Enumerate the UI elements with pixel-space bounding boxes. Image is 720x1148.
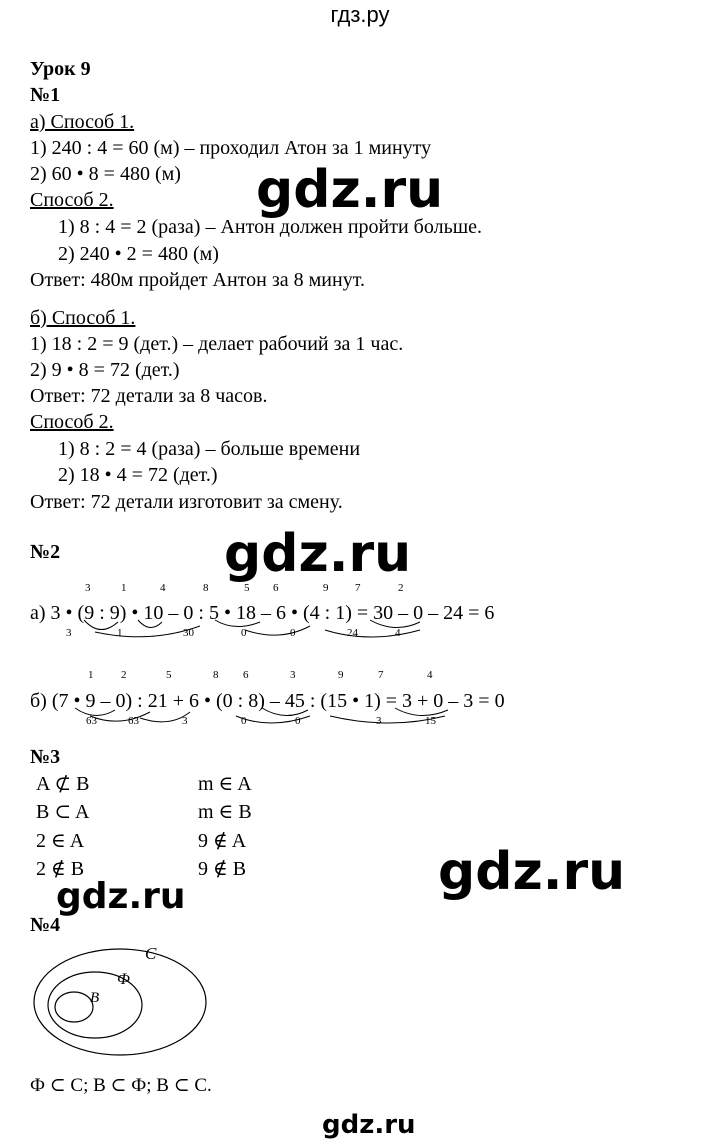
solution-line: 2) 18 • 4 = 72 (дет.) xyxy=(58,464,218,486)
intermediate-result: 0 xyxy=(290,627,296,639)
expression: б) (7 • 9 – 0) : 21 + 6 • (0 : 8) – 45 : (15 • 1) = 3 + 0 – 3 = 0 xyxy=(30,690,505,712)
calculation-arcs xyxy=(0,688,720,738)
set-label-c: C xyxy=(145,944,157,963)
method-heading: Способ 2. xyxy=(30,411,114,433)
solution-line: 2) 9 • 8 = 72 (дет.) xyxy=(30,359,180,381)
action-order: 3 xyxy=(85,582,91,594)
set-label-b: B xyxy=(90,990,100,1006)
solution-line: 1) 18 : 2 = 9 (дет.) – делает рабочий за 1 час. xyxy=(30,333,404,355)
method-heading: б) Способ 1. xyxy=(30,307,136,329)
watermark: gdz.ru xyxy=(322,1110,416,1140)
set-label-f: Ф xyxy=(117,971,130,988)
answer-line: Ответ: 480м пройдет Антон за 8 минут. xyxy=(30,269,365,291)
action-order: 6 xyxy=(243,669,249,681)
lesson-title: Урок 9 xyxy=(30,58,91,80)
action-order: 2 xyxy=(121,669,127,681)
intermediate-result: 3 xyxy=(182,715,188,727)
action-order: 2 xyxy=(398,582,404,594)
venn-diagram xyxy=(28,940,218,1060)
solution-line: 1) 8 : 4 = 2 (раза) – Антон должен пройти больше. xyxy=(58,216,482,238)
expression: а) 3 • (9 : 9) • 10 – 0 : 5 • 18 – 6 • (4 : 1) = 30 – 0 – 24 = 6 xyxy=(30,602,495,624)
outer-set-c xyxy=(34,949,206,1055)
set-relation: 2 ∉ B xyxy=(36,858,85,880)
intermediate-result: 1 xyxy=(117,627,123,639)
set-relation: 9 ∉ A xyxy=(198,830,247,852)
intermediate-result: 0 xyxy=(295,715,301,727)
action-order: 5 xyxy=(166,669,172,681)
watermark: gdz.ru xyxy=(224,524,412,584)
action-order: 9 xyxy=(323,582,329,594)
intermediate-result: 3 xyxy=(376,715,382,727)
intermediate-result: 0 xyxy=(241,715,247,727)
set-relation: A ⊄ B xyxy=(36,773,90,795)
set-relation: 2 ∈ A xyxy=(36,830,85,852)
action-order: 7 xyxy=(378,669,384,681)
action-order: 9 xyxy=(338,669,344,681)
watermark: gdz.ru xyxy=(256,160,444,220)
action-order: 4 xyxy=(427,669,433,681)
intermediate-result: 15 xyxy=(425,715,436,727)
task-number: №2 xyxy=(30,541,61,563)
answer-line: Ответ: 72 детали изготовит за смену. xyxy=(30,491,343,513)
action-order: 1 xyxy=(121,582,127,594)
intermediate-result: 0 xyxy=(241,627,247,639)
set-relation: B ⊂ A xyxy=(36,801,90,823)
action-order: 3 xyxy=(290,669,296,681)
set-relation: 9 ∉ B xyxy=(198,858,247,880)
task-number: №4 xyxy=(30,914,61,936)
intermediate-result: 63 xyxy=(128,715,139,727)
answer-line: Ответ: 72 детали за 8 часов. xyxy=(30,385,268,407)
method-heading: Способ 2. xyxy=(30,189,114,211)
action-order: 8 xyxy=(203,582,209,594)
method-heading: а) Способ 1. xyxy=(30,111,135,133)
action-order: 5 xyxy=(244,582,250,594)
solution-line: 1) 8 : 2 = 4 (раза) – больше времени xyxy=(58,438,361,460)
intermediate-result: 24 xyxy=(347,627,358,639)
action-order: 1 xyxy=(88,669,94,681)
inner-set-b xyxy=(55,992,93,1022)
set-relation: m ∈ B xyxy=(198,801,252,823)
set-relation: m ∈ A xyxy=(198,773,252,795)
action-order: 7 xyxy=(355,582,361,594)
action-order: 8 xyxy=(213,669,219,681)
site-header[interactable]: гдз.ру xyxy=(330,2,390,27)
conclusion: Ф ⊂ C; B ⊂ Ф; B ⊂ C. xyxy=(30,1075,212,1096)
intermediate-result: 30 xyxy=(183,627,194,639)
intermediate-result: 4 xyxy=(395,627,401,639)
task-number: №1 xyxy=(30,84,61,106)
solution-line: 2) 60 • 8 = 480 (м) xyxy=(30,163,181,185)
action-order: 6 xyxy=(273,582,279,594)
intermediate-result: 63 xyxy=(86,715,97,727)
calculation-arcs xyxy=(0,600,720,650)
action-order: 4 xyxy=(160,582,166,594)
watermark: gdz.ru xyxy=(438,842,626,902)
watermark: gdz.ru xyxy=(56,876,186,917)
solution-line: 1) 240 : 4 = 60 (м) – проходил Атон за 1 минуту xyxy=(30,137,432,159)
solution-line: 2) 240 • 2 = 480 (м) xyxy=(58,243,219,265)
intermediate-result: 3 xyxy=(66,627,72,639)
task-number: №3 xyxy=(30,746,61,768)
